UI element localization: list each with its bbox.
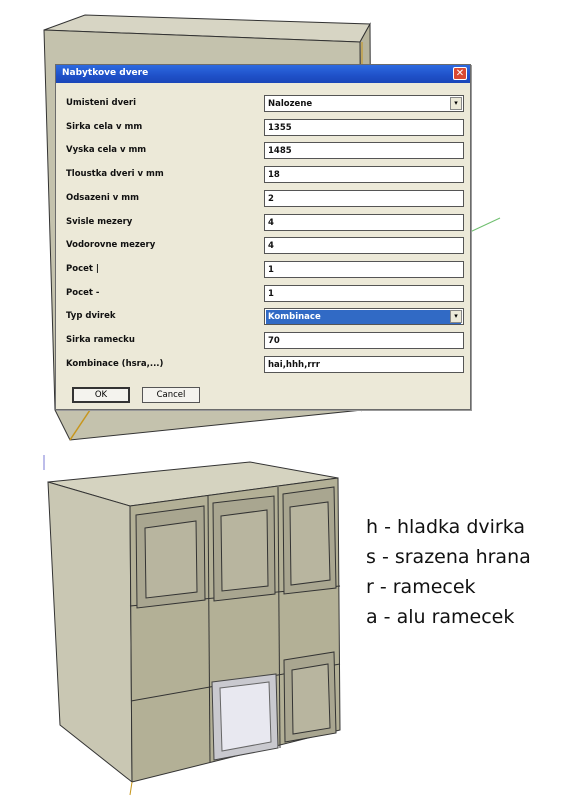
text-field[interactable] [264,190,464,207]
field-row [56,214,472,234]
field-label: Typ dvirek [66,311,116,321]
text-field[interactable] [264,261,464,278]
field-row [56,237,472,257]
chevron-down-icon[interactable]: ▾ [450,310,462,323]
field-value: hai,hhh,rrr [268,360,320,370]
text-field[interactable] [264,237,464,254]
field-value: 4 [268,241,274,251]
field-value: Kombinace [266,310,461,324]
field-row [56,166,472,186]
field-label: Umisteni dveri [66,98,136,108]
legend-item-a: a - alu ramecek [366,606,515,628]
field-label: Sirka ramecku [66,335,135,345]
field-row [56,356,472,376]
field-label: Sirka cela v mm [66,122,143,132]
field-label: Svisle mezery [66,217,133,227]
text-field[interactable] [264,119,464,136]
dropdown-field[interactable] [264,308,464,325]
field-row [56,119,472,139]
field-value: 2 [268,194,274,204]
field-label: Odsazeni v mm [66,193,139,203]
field-row [56,95,472,115]
field-value: Nalozene [268,99,313,109]
dropdown-field[interactable] [264,95,464,112]
field-value: 70 [268,336,280,346]
field-value: 1 [268,265,274,275]
bottom-cabinet-model [44,455,340,795]
close-icon: ✕ [455,68,465,79]
field-label: Vyska cela v mm [66,145,147,155]
dialog-title: Nabytkove dvere [62,68,149,78]
field-label: Vodorovne mezery [66,240,156,250]
field-label: Tloustka dveri v mm [66,169,164,179]
legend-item-r: r - ramecek [366,576,476,598]
field-value: 18 [268,170,280,180]
chevron-down-icon[interactable]: ▾ [450,97,462,110]
field-row [56,142,472,162]
axis-line-green [470,218,500,232]
legend-item-s: s - srazena hrana [366,546,531,568]
text-field[interactable] [264,214,464,231]
field-value: 1485 [268,146,292,156]
text-field[interactable] [264,285,464,302]
field-label: Pocet | [66,264,99,274]
cancel-button[interactable]: Cancel [142,387,200,403]
field-row [56,285,472,305]
field-row [56,190,472,210]
field-value: 4 [268,218,274,228]
close-button[interactable] [453,67,467,80]
field-label: Kombinace (hsra,...) [66,359,164,369]
field-value: 1 [268,289,274,299]
field-row [56,332,472,352]
dialog-titlebar[interactable] [56,65,470,83]
text-field[interactable] [264,332,464,349]
field-row [56,308,472,328]
legend-item-h: h - hladka dvirka [366,516,526,538]
field-row [56,261,472,281]
field-value: 1355 [268,123,292,133]
ok-button[interactable]: OK [72,387,130,403]
furniture-doors-dialog [55,64,471,410]
legend [366,512,531,632]
text-field[interactable] [264,142,464,159]
field-label: Pocet - [66,288,100,298]
text-field[interactable] [264,356,464,373]
text-field[interactable] [264,166,464,183]
